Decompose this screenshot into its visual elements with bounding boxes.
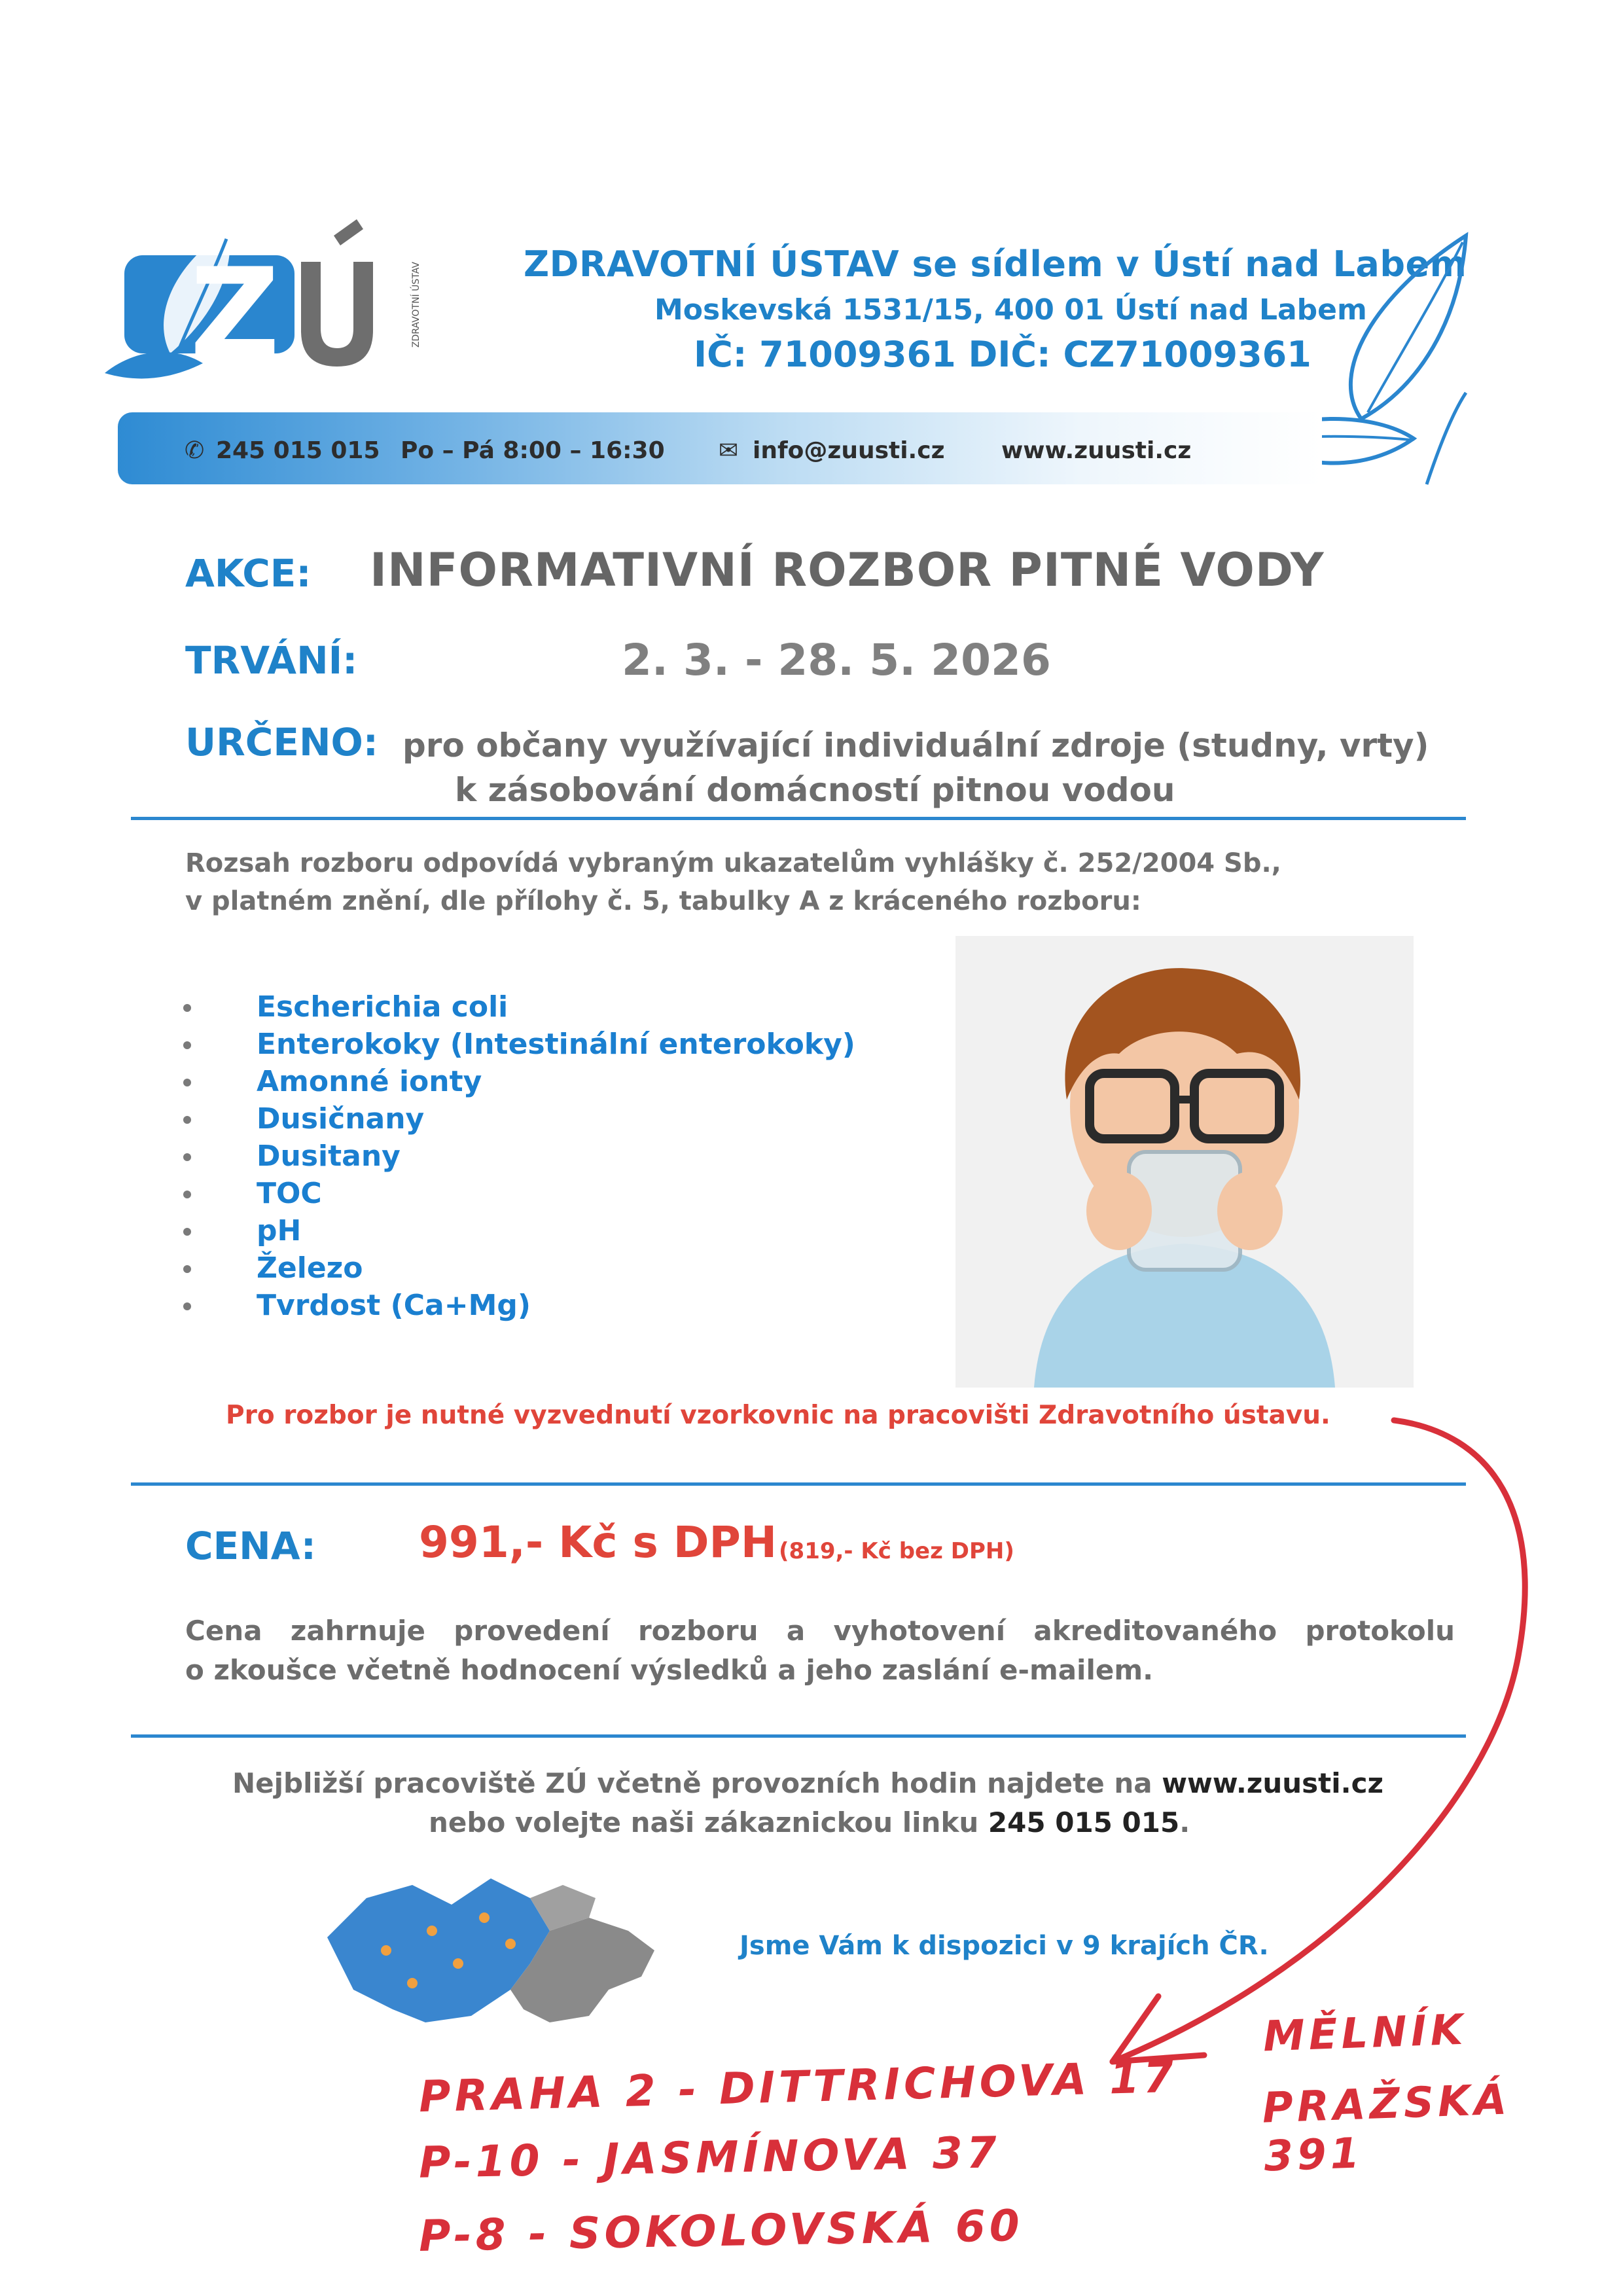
contact-hours: Po – Pá 8:00 – 16:30 — [401, 437, 665, 464]
bullet-icon — [183, 1153, 191, 1161]
urceno-label: URČENO: — [185, 720, 378, 764]
org-ids: IČ: 71009361 DIČ: CZ71009361 — [694, 334, 1311, 375]
list-item: Tvrdost (Ca+Mg) — [183, 1287, 855, 1324]
envelope-icon: ✉ — [719, 437, 739, 464]
urceno-line1: pro občany využívající individuální zdroje (studny, vrty) — [402, 726, 1429, 764]
handwritten-city: MĚLNÍK — [1262, 2005, 1468, 2062]
bullet-icon — [183, 1191, 191, 1198]
footer-phone[interactable]: 245 015 015 — [988, 1806, 1180, 1839]
bullet-icon — [183, 1041, 191, 1049]
divider — [131, 817, 1466, 820]
bullet-icon — [183, 1004, 191, 1012]
handwritten-address-3: P-8 - SOKOLOVSKÁ 60 — [418, 2200, 1024, 2262]
list-item: Dusičnany — [183, 1100, 855, 1138]
akce-label: AKCE: — [185, 551, 312, 596]
akce-value: INFORMATIVNÍ ROZBOR PITNÉ VODY — [370, 543, 1325, 597]
logo-vertical-text: ZDRAVOTNÍ ÚSTAV — [411, 262, 421, 348]
handwritten-arrow — [1073, 1407, 1584, 2101]
handwritten-street: PRAŽSKÁ 391 — [1261, 2075, 1512, 2181]
bullet-icon — [183, 1302, 191, 1310]
phone-icon: ✆ — [185, 437, 205, 464]
org-address: Moskevská 1531/15, 400 01 Ústí nad Labem — [654, 293, 1367, 327]
handwritten-address-2: P-10 - JASMÍNOVA 37 — [418, 2127, 1001, 2188]
bullet-icon — [183, 1228, 191, 1236]
trvani-value: 2. 3. - 28. 5. 2026 — [622, 635, 1051, 685]
list-item: Enterokoky (Intestinální enterokoky) — [183, 1026, 855, 1063]
urceno-line2: k zásobování domácností pitnou vodou — [455, 771, 1175, 809]
availability-text: Jsme Vám k dispozici v 9 krajích ČR. — [740, 1931, 1269, 1961]
bullet-icon — [183, 1265, 191, 1273]
svg-text:Z: Z — [190, 242, 280, 386]
pickup-note: Pro rozbor je nutné vyzvednutí vzorkovnic na pracovišti Zdravotního ústavu. — [226, 1401, 1330, 1430]
rozsah-text — [185, 844, 1429, 920]
zu-logo — [98, 216, 465, 406]
list-item: Escherichia coli — [183, 988, 855, 1026]
parameter-list — [183, 988, 855, 1324]
cena-value: 991,- Kč s DPH — [419, 1517, 777, 1568]
bullet-icon — [183, 1079, 191, 1086]
bullet-icon — [183, 1116, 191, 1124]
list-item: TOC — [183, 1175, 855, 1212]
contact-email[interactable]: info@zuusti.cz — [753, 437, 945, 464]
cena-desc-line1: Cena zahrnuje provedení rozboru a vyhotovení akreditovaného protokolu — [185, 1615, 1455, 1647]
cena-label: CENA: — [185, 1524, 316, 1568]
handwritten-address-1: PRAHA 2 - DITTRICHOVA 17 — [418, 2051, 1178, 2123]
child-drinking-water-photo — [955, 936, 1414, 1388]
rozsah-line1: Rozsah rozboru odpovídá vybraným ukazatelům vyhlášky č. 252/2004 Sb., — [185, 848, 1281, 878]
list-item: pH — [183, 1212, 855, 1249]
footer-line1: Nejbližší pracoviště ZÚ včetně provozních hodin najdete na www.zuusti.cz — [232, 1767, 1383, 1799]
cena-without-vat: (819,- Kč bez DPH) — [779, 1538, 1014, 1564]
trvani-label: TRVÁNÍ: — [185, 638, 358, 683]
cena-desc-line2: o zkoušce včetně hodnocení výsledků a jeho zaslání e-mailem. — [185, 1654, 1154, 1686]
czech-regions-map — [314, 1859, 681, 2075]
org-name: ZDRAVOTNÍ ÚSTAV se sídlem v Ústí nad Labem — [524, 243, 1467, 285]
list-item: Železo — [183, 1249, 855, 1287]
contact-web[interactable]: www.zuusti.cz — [1001, 437, 1192, 464]
footer-web-link[interactable]: www.zuusti.cz — [1162, 1767, 1383, 1799]
list-item: Dusitany — [183, 1138, 855, 1175]
list-item: Amonné ionty — [183, 1063, 855, 1100]
rozsah-line2: v platném znění, dle přílohy č. 5, tabulky A z kráceného rozboru: — [185, 886, 1141, 916]
footer-line2: nebo volejte naši zákaznickou linku 245 015 015. — [429, 1806, 1190, 1839]
contact-phone[interactable]: 245 015 015 — [216, 437, 380, 464]
